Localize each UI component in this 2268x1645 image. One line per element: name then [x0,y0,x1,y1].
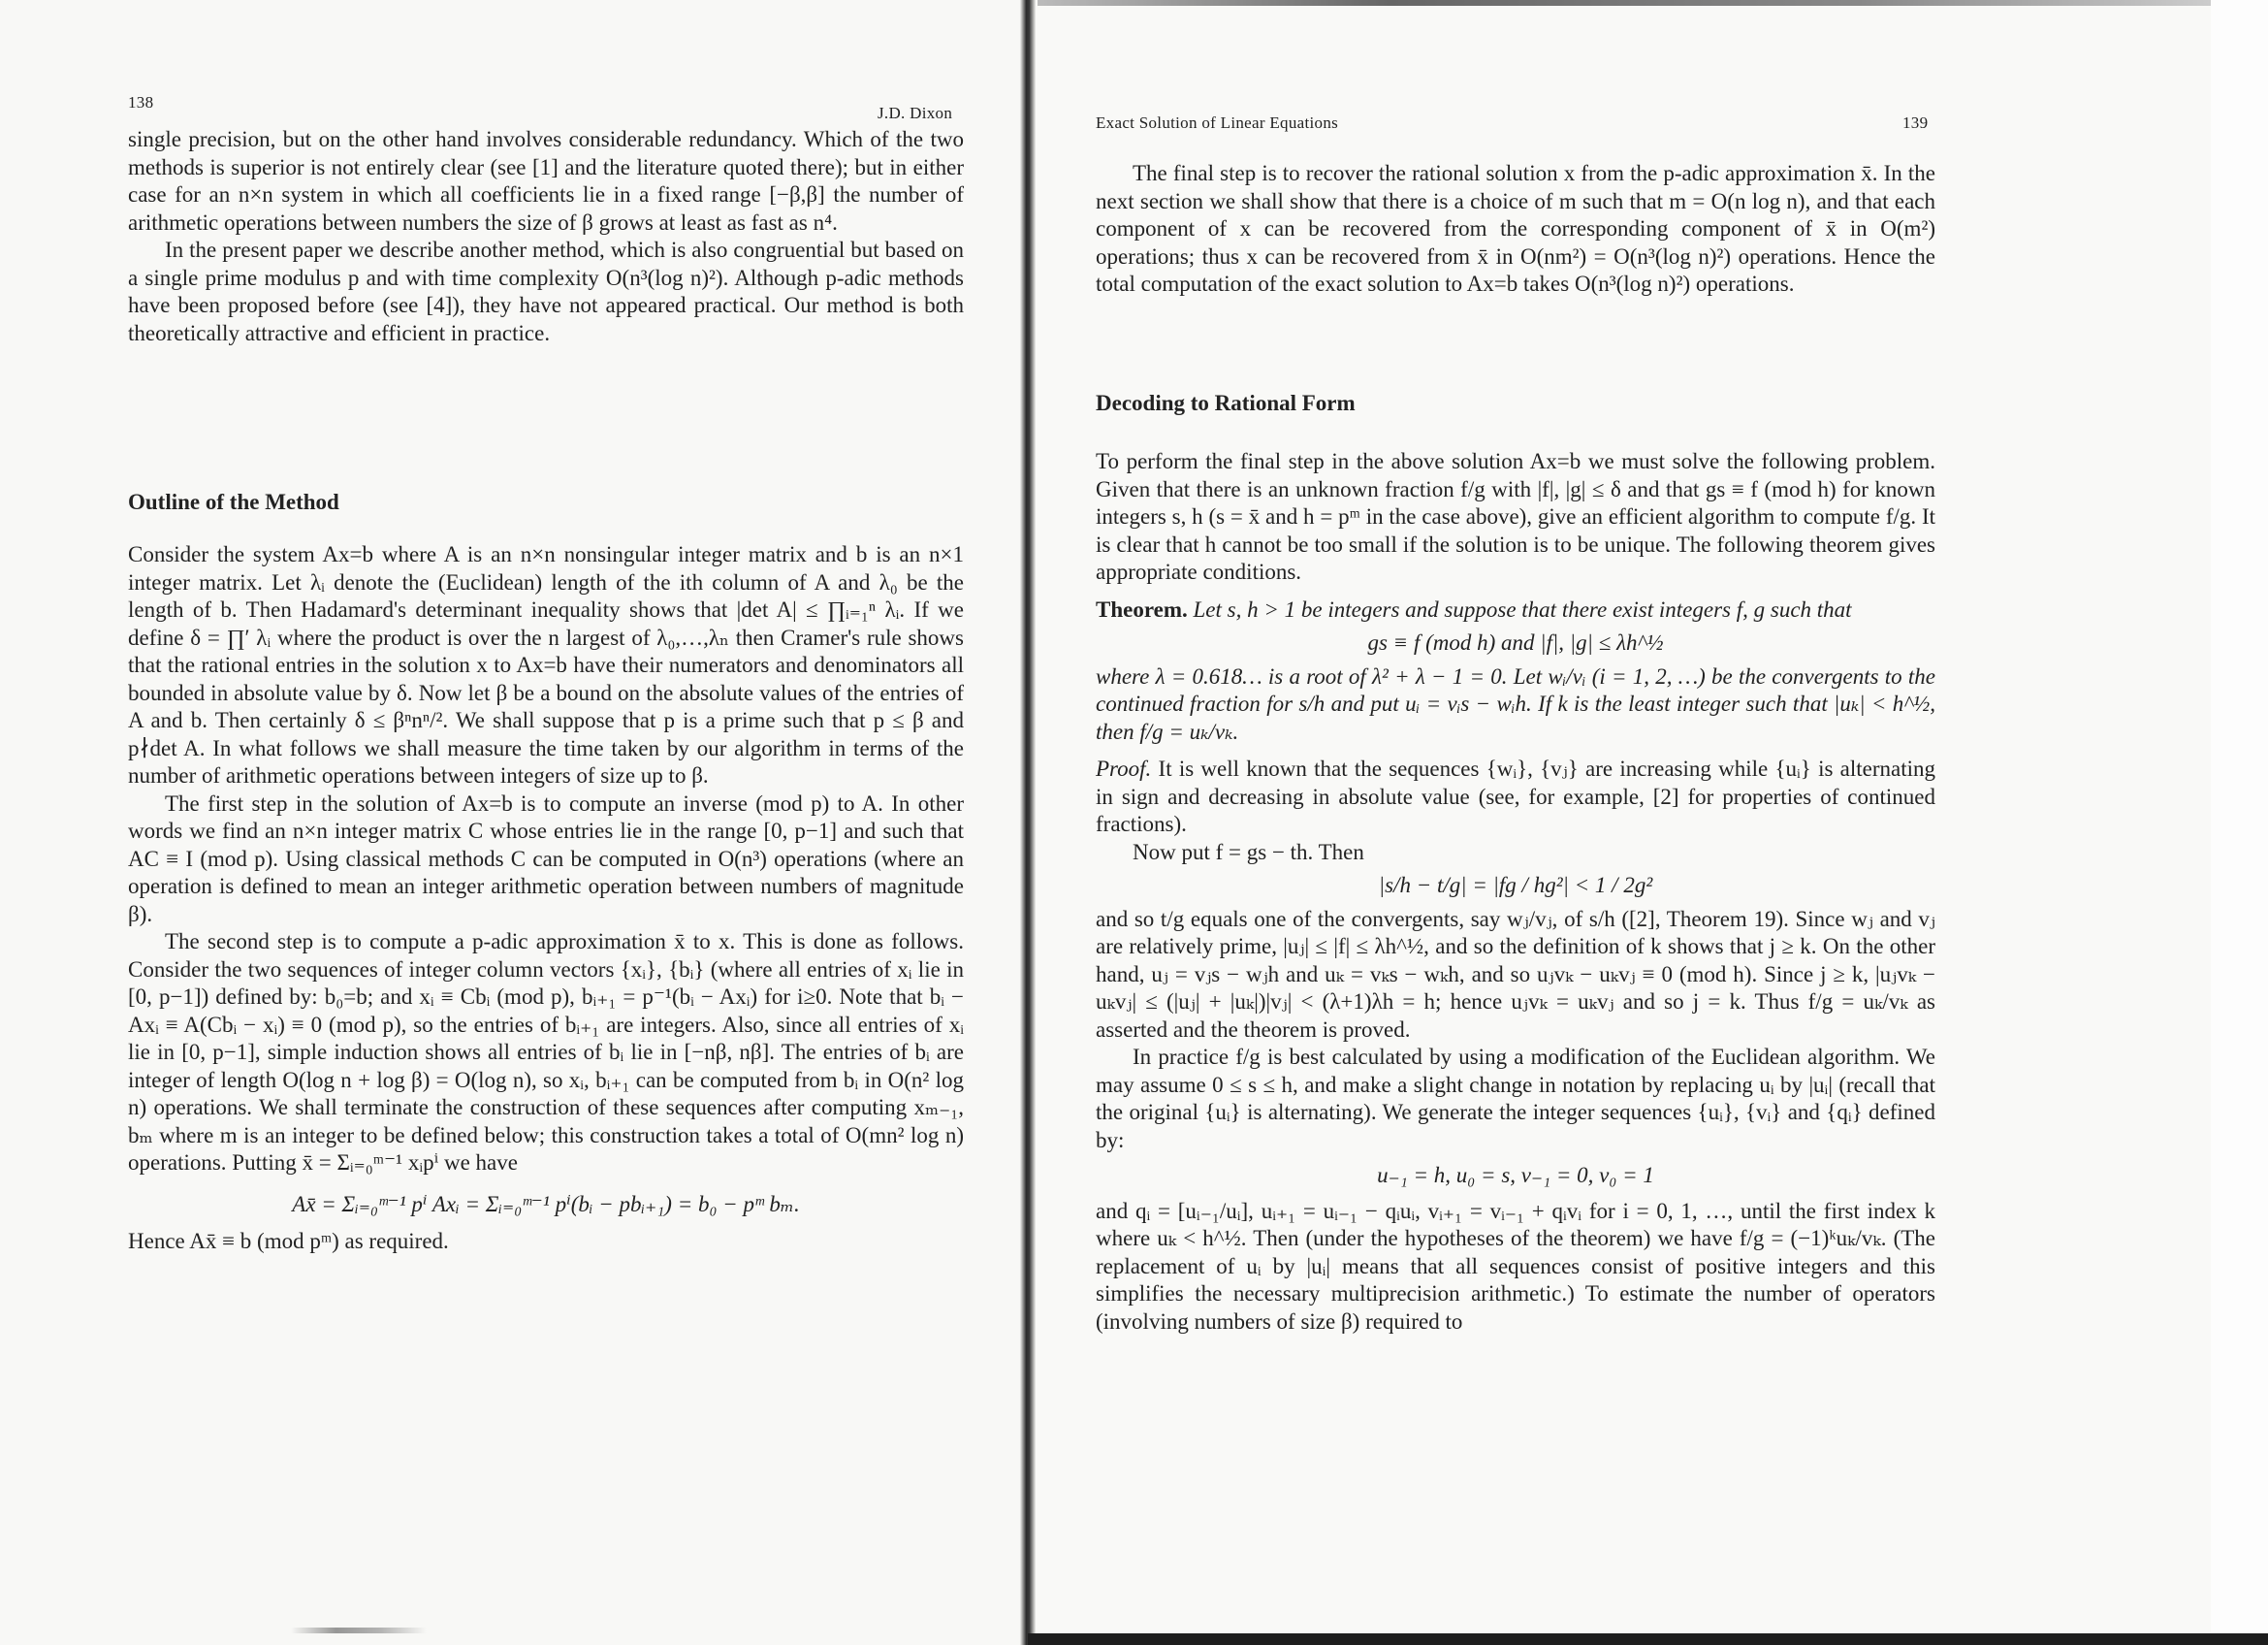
proof-equation: |s/h − t/g| = |fg / hg²| < 1 / 2g² [1378,873,1653,897]
proof-label: Proof. [1096,757,1152,781]
left-section-column [128,541,964,1256]
section-title-outline: Outline of the Method [128,490,339,514]
section-title-decoding: Decoding to Rational Form [1096,391,1356,415]
ink-smudge [291,1628,427,1633]
page-top-edge [1038,0,2211,6]
left-section-paragraph-2: The first step in the solution of Ax=b is to compute an inverse (mod p) to A. In other words we find an n×n integer matrix C whose entries lie in the range [0, p−1] and such that AC ≡ I (mod p). Using classical methods C can be computed in O(n³) operations (where an operation is defined to mean an integer arithmetic operation between numbers of magnitude β). [128,790,964,926]
left-intro-column [128,126,964,347]
closing-line: Hence Ax̄ ≡ b (mod pᵐ) as required. [128,1229,449,1253]
right-section-column [1096,448,1935,1336]
left-paragraph-2: In the present paper we describe another method, which is also congruential but based on a single prime modulus p and with time complexity O(n³(log n)²). Although p-adic methods have been proposed before (see [4]), they have not appeared practical. Our method is both theoretically attractive and efficient in practice. [128,238,964,345]
proof-paragraph [1096,756,1935,839]
left-paragraph-1: single precision, but on the other hand involves considerable redundancy. Which of the two methods is superior is not entirely clear (see [1] and the literature quoted there); but in either case for an n×n system in which all coefficients lie in a fixed range [−β,β] the number of arithmetic operations between numbers the size of β grows at least as fast as n⁴. [128,127,964,235]
left-section-paragraph-3: The second step is to compute a p-adic approximation x̄ to x. This is done as follows. Consider the two sequences of integer column vectors {xᵢ}, {bᵢ} (where all entries of xᵢ lie in [0, p−1]) defined by: b₀=b; and xᵢ ≡ Cbᵢ (mod p), bᵢ₊₁ = p⁻¹(bᵢ − Axᵢ) for i≥0. Note that bᵢ − Axᵢ ≡ A(Cbᵢ − xᵢ) ≡ 0 (mod p), so the entries of bᵢ₊₁ are integers. Also, since all entries of xᵢ lie in [0, p−1], simple induction shows all entries of bᵢ lie in [−nβ, nβ]. The entries of bᵢ are integer of length O(log n + log β) = O(log n), so xᵢ, bᵢ₊₁ can be computed from bᵢ in O(n² log n) operations. We shall terminate the construction of these sequences after computing xₘ₋₁, bₘ where m is an integer to be defined below; this construction takes a total of O(mn² log n) operations. Putting x̄ = Σᵢ₌₀ᵐ⁻¹ xᵢpⁱ we have [128,929,964,1175]
final-paragraph: and qᵢ = [uᵢ₋₁/uᵢ], uᵢ₊₁ = uᵢ₋₁ − qᵢuᵢ, vᵢ₊₁ = vᵢ₋₁ + qᵢvᵢ for i = 0, 1, …, until the first index k where uₖ < h^½. Then (under the hypotheses of the theorem) we have f/g = (−1)ᵏuₖ/vₖ. (The replacement of uᵢ by |uᵢ| means that all sequences consist of positive integers and this simplifies the necessary multiprecision arithmetic.) To estimate the number of operators (involving numbers of size β) required to [1096,1198,1935,1334]
practice-paragraph: In practice f/g is best calculated by using a modification of the Euclidean algorithm. We may assume 0 ≤ s ≤ h, and make a slight change in notation by replacing uᵢ by |uᵢ| (recall that the original {uᵢ} is alternating). We generate the integer sequences {uᵢ}, {vᵢ} and {qᵢ} defined by: [1096,1045,1935,1152]
left-section-paragraph-1: Consider the system Ax=b where A is an n×n nonsingular integer matrix and b is an n×1 integer matrix. Let λᵢ denote the (Euclidean) length of the ith column of A and λ₀ be the length of b. Then Hadamard's determinant inequality shows that |det A| ≤ ∏ᵢ₌₁ⁿ λᵢ. If we define δ = ∏′ λᵢ where the product is over the n largest of λ₀,…,λₙ then Cramer's rule shows that the rational entries in the solution x to Ax=b have their numerators and denominators all bounded in absolute value by δ. Now let β be a bound on the absolute values of the entries of A and b. Then certainly δ ≤ βⁿnⁿ/². We shall suppose that p is a prime such that p ≤ β and p∤det A. In what follows we shall measure the time taken by our algorithm in terms of the number of arithmetic operations between integers of size up to β. [128,542,964,788]
right-section-paragraph: To perform the final step in the above solution Ax=b we must solve the following problem. Given that there is an unknown fraction f/g with |f|, |g| ≤ δ and that gs ≡ f (mod h) for known integers s, h (s = x̄ and h = pᵐ in the case above), give an efficient algorithm to compute f/g. It is clear that h cannot be too small if the solution is to be unique. The following theorem gives appropriate conditions. [1096,449,1935,584]
theorem-statement [1096,597,1935,625]
page-bottom-edge [1028,1633,2268,1645]
display-equation: Ax̄ = Σᵢ₌₀ᵐ⁻¹ pⁱ Axᵢ = Σᵢ₌₀ᵐ⁻¹ pⁱ(bᵢ − pbᵢ₊₁) = b₀ − pᵐ bₘ. [292,1191,800,1216]
theorem-text-2: where λ = 0.618… is a root of λ² + λ − 1 = 0. Let wᵢ/vᵢ (i = 1, 2, …) be the convergents to the continued fraction for s/h and put uᵢ = vᵢs − wᵢh. If k is the least integer such that |uₖ| < h^½, then f/g = uₖ/vₖ. [1096,663,1935,744]
theorem-conditions [1096,663,1935,747]
right-intro-paragraph: The final step is to recover the rational solution x from the p-adic approximation x̄. In the next section we shall show that there is a choice of m such that m = O(n log n), and that each component of x can be recovered from the corresponding component of x̄ in O(m²) operations; thus x can be recovered from x̄ in O(nm²) = O(n³(log n)²) operations. Hence the total computation of the exact solution to Ax=b takes O(n³(log n)²) operations. [1096,161,1935,296]
theorem-equation: gs ≡ f (mod h) and |f|, |g| ≤ λh^½ [1367,630,1664,655]
left-page-number: 138 [128,93,154,112]
right-running-head: Exact Solution of Linear Equations [1096,113,1339,132]
right-margin [2211,0,2268,1645]
proof-line: Now put f = gs − th. Then [1133,839,1364,864]
init-equation: u₋₁ = h, u₀ = s, v₋₁ = 0, v₀ = 1 [1377,1163,1654,1187]
proof-text: It is well known that the sequences {wᵢ}, {vⱼ} are increasing while {uᵢ} is alternating in sign and decreasing in absolute value (see, for example, [2] for properties of continued fractions). [1096,757,1935,836]
proof-continuation: and so t/g equals one of the convergents, say wⱼ/vⱼ, of s/h ([2], Theorem 19). Since wⱼ and vⱼ are relatively prime, |uⱼ| ≤ |f| ≤ λh^½, and so the definition of k shows that j ≥ k. On the other hand, uⱼ = vⱼs − wⱼh and uₖ = vₖs − wₖh, and so uⱼvₖ − uₖvⱼ ≡ 0 (mod h). Since j ≥ k, |uⱼvₖ − uₖvⱼ| ≤ (|uⱼ| + |uₖ|)|vⱼ| < (λ+1)λh = h; hence uⱼvₖ = uₖvⱼ and so j = k. Thus f/g = uₖ/vₖ as asserted and the theorem is proved. [1096,906,1935,1042]
left-running-head: J.D. Dixon [878,104,953,122]
theorem-text: Let s, h > 1 be integers and suppose that there exist integers f, g such that [1193,597,1852,622]
right-page-number: 139 [1902,113,1929,132]
book-gutter [1020,0,1036,1645]
right-intro-column [1096,160,1935,299]
theorem-label: Theorem. [1096,597,1188,622]
